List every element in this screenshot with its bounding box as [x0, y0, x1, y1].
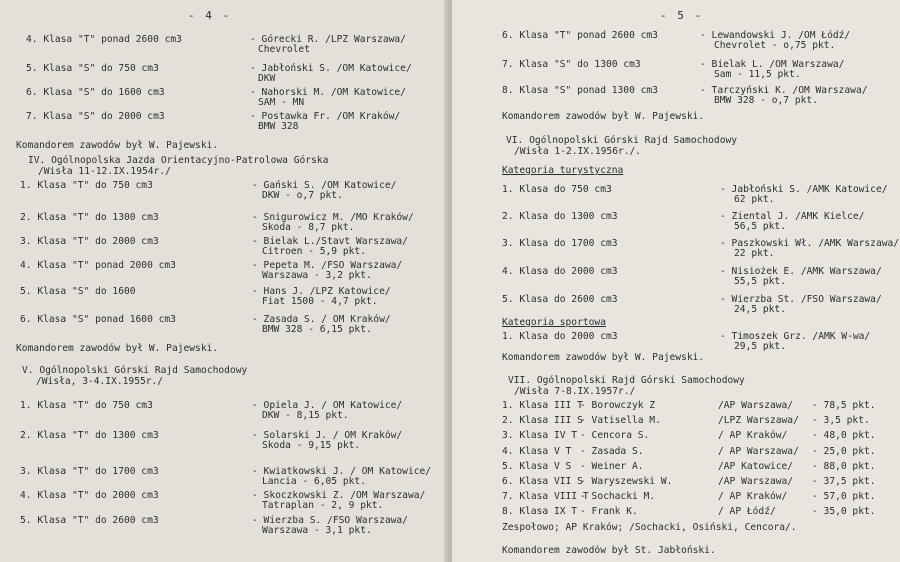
class-label: 3. Klasa "T" do 1700 cm3	[20, 466, 159, 477]
result-row	[452, 184, 900, 206]
points-value: - 37,5 pkt.	[812, 476, 876, 487]
class-label: 3. Klasa "T" do 2000 cm3	[20, 236, 159, 247]
class-label: 4. Klasa "T" do 2000 cm3	[20, 490, 159, 501]
result-row	[0, 63, 448, 85]
class-label: 8. Klasa IX T	[502, 506, 578, 518]
result-detail: 22 pkt.	[734, 248, 775, 259]
result-detail: BMW 328 - o,7 pkt.	[714, 95, 818, 106]
result-detail: Skoda - 8,7 pkt.	[262, 222, 355, 233]
result-entry: - Lewandowski J. /OM Łódź/	[700, 30, 851, 41]
result-entry: - Kwiatkowski J. / OM Katowice/	[252, 466, 432, 477]
result-detail: Warszawa - 3,1 pkt.	[262, 525, 372, 536]
class-label: 4. Klasa V T	[502, 445, 572, 457]
result-entry: - Gański S. /OM Katowice/	[252, 180, 397, 191]
left-page	[0, 0, 448, 562]
points-value: - 3,5 pkt.	[812, 415, 870, 427]
result-entry: - Wierzba S. /FSO Warszawa/	[252, 515, 408, 526]
result-entry: - Jabłoński S. /OM Katowice/	[250, 63, 412, 74]
team-result: Zespołowo; AP Kraków; /Sochacki, Osiński, Cencora/.	[502, 522, 797, 533]
result-detail: BMW 328 - 6,15 pkt.	[262, 324, 372, 335]
class-label: 4. Klasa "T" ponad 2600 cm3	[26, 34, 182, 45]
result-row	[452, 238, 900, 260]
right-page	[452, 0, 900, 562]
commander-line: Komandorem zawodów był W. Pajewski.	[502, 352, 705, 363]
driver-name: - Borowczyk Z	[580, 400, 656, 411]
result-detail: Citroen - 5,9 pkt.	[262, 246, 366, 257]
driver-name: - Vatisella M.	[580, 415, 661, 427]
result-detail: 55,5 pkt.	[734, 276, 786, 287]
page-number: - 4 -	[188, 9, 232, 22]
commander-line: Komandorem zawodów był W. Pajewski.	[16, 343, 219, 354]
result-entry: - Postawka Fr. /OM Kraków/	[250, 111, 401, 122]
club-name: /AP Warszawa/	[718, 476, 794, 487]
category-heading: Kategoria sportowa	[502, 317, 606, 328]
result-row	[0, 236, 448, 258]
result-entry: - Ziental J. /AMK Kielce/	[720, 211, 865, 222]
points-value: - 57,0 pkt.	[812, 491, 876, 503]
class-label: 5. Klasa "S" do 750 cm3	[26, 63, 159, 74]
club-name: /AP Warszawa/	[718, 400, 794, 411]
result-detail: Chevrolet	[258, 44, 310, 55]
points-value: - 35,0 pkt.	[812, 506, 876, 518]
class-label: 1. Klasa do 2000 cm3	[502, 331, 618, 342]
result-entry: - Hans J. /LPZ Katowice/	[252, 286, 391, 297]
class-label: 2. Klasa "T" do 1300 cm3	[20, 212, 159, 223]
commander-line: Komandorem zawodów był W. Pajewski.	[502, 111, 705, 122]
club-name: /LPZ Warszawa/	[718, 415, 799, 427]
class-label: 5. Klasa V S	[502, 460, 572, 472]
table-row	[452, 415, 900, 427]
points-value: - 88,0 pkt.	[812, 460, 876, 472]
result-detail: 62 pkt.	[734, 194, 775, 205]
result-detail: DKW - o,7 pkt.	[262, 190, 343, 201]
section-date: /Wisła 1-2.IX.1956r./.	[514, 146, 642, 157]
class-label: 5. Klasa do 2600 cm3	[502, 294, 618, 305]
table-row	[452, 491, 900, 503]
result-row	[452, 266, 900, 288]
result-entry: - Bielak L./Stavt Warszawa/	[252, 236, 408, 247]
result-row	[0, 466, 448, 488]
result-row	[0, 430, 448, 452]
table-row	[452, 506, 900, 518]
result-row	[0, 286, 448, 308]
club-name: / AP Warszawa/	[718, 445, 799, 457]
result-row	[452, 331, 900, 353]
result-row	[452, 30, 900, 52]
result-detail: Skoda - 9,15 pkt.	[262, 440, 361, 451]
table-row	[452, 400, 900, 412]
page-number: - 5 -	[660, 9, 704, 22]
class-label: 7. Klasa "S" do 2000 cm3	[26, 111, 165, 122]
result-row	[0, 515, 448, 537]
points-value: - 48,0 pkt.	[812, 430, 876, 442]
class-label: 4. Klasa do 2000 cm3	[502, 266, 618, 277]
result-detail: BMW 328	[258, 121, 299, 132]
result-entry: - Wierzba St. /FSO Warszawa/	[720, 294, 882, 305]
class-label: 2. Klasa do 1300 cm3	[502, 211, 618, 222]
points-value: - 78,5 pkt.	[812, 400, 876, 411]
result-detail: 29,5 pkt.	[734, 341, 786, 352]
section-date: /Wisła, 3-4.IX.1955r./	[36, 376, 164, 387]
class-label: 2. Klasa III S	[502, 415, 583, 427]
result-entry: - Bielak L. /OM Warszawa/	[700, 59, 845, 70]
club-name: / AP Kraków/	[718, 491, 788, 503]
table-row	[452, 430, 900, 442]
commander-line: Komandorem zawodów był St. Jabłoński.	[502, 545, 716, 556]
result-row	[452, 294, 900, 316]
result-entry: - Opiela J. / OM Katowice/	[252, 400, 403, 411]
result-entry: - Tarczyński K. /OM Warszawa/	[700, 85, 868, 96]
result-entry: - Nahorski M. /OM Katowice/	[250, 87, 406, 98]
class-label: 8. Klasa "S" ponad 1300 cm3	[502, 85, 658, 96]
class-label: 5. Klasa "S" do 1600	[20, 286, 136, 297]
class-label: 2. Klasa "T" do 1300 cm3	[20, 430, 159, 441]
driver-name: - Zasada S.	[580, 445, 644, 457]
driver-name: - Waryszewski W.	[580, 476, 673, 487]
section-title: VII. Ogólnopolski Rajd Górski Samochodowy	[508, 375, 745, 386]
class-label: 1. Klasa "T" do 750 cm3	[20, 400, 153, 411]
commander-line: Komandorem zawodów był W. Pajewski.	[16, 140, 219, 151]
result-row	[0, 314, 448, 336]
result-entry: - Jabłoński S. /AMK Katowice/	[720, 184, 888, 195]
result-row	[0, 34, 448, 56]
result-row	[0, 111, 448, 133]
driver-name: - Cencora S.	[580, 430, 650, 442]
result-entry: - Timoszek Grz. /AMK W-wa/	[720, 331, 871, 342]
class-label: 1. Klasa III T	[502, 400, 583, 411]
class-label: 1. Klasa do 750 cm3	[502, 184, 612, 195]
result-detail: DKW	[258, 73, 276, 84]
driver-name: - Weiner A.	[580, 460, 644, 472]
result-row	[0, 212, 448, 234]
result-detail: 56,5 pkt.	[734, 221, 786, 232]
table-row	[452, 446, 900, 458]
result-entry: - Nisiożek E. /AMK Warszawa/	[720, 266, 882, 277]
result-row	[452, 211, 900, 233]
class-label: 7. Klasa VIII T	[502, 491, 589, 503]
section-title: IV. Ogólnopolska Jazda Orientacyjno-Patrolowa Górska	[28, 155, 329, 166]
table-row	[452, 476, 900, 488]
result-row	[452, 85, 900, 107]
result-detail: Warszawa - 3,2 pkt.	[262, 270, 372, 281]
result-entry: - Pepeta M. /FSO Warszawa/	[252, 260, 403, 271]
result-row	[452, 59, 900, 81]
result-row	[0, 180, 448, 202]
driver-name: - Frank K.	[580, 506, 638, 518]
class-label: 3. Klasa do 1700 cm3	[502, 238, 618, 249]
section-title: V. Ogólnopolski Górski Rajd Samochodowy	[22, 365, 248, 376]
class-label: 3. Klasa IV T	[502, 430, 578, 442]
class-label: 6. Klasa VII S	[502, 476, 583, 487]
section-date: /Wisła 7-8.IX.1957r./	[514, 386, 636, 397]
class-label: 5. Klasa "T" do 2600 cm3	[20, 515, 159, 526]
result-entry: - Paszkowski Wł. /AMK Warszawa/	[720, 238, 900, 249]
driver-name: - Sochacki M.	[580, 491, 656, 503]
result-detail: SAM - MN	[258, 97, 305, 108]
result-detail: Sam - 11,5 pkt.	[714, 69, 801, 80]
result-entry: - Solarski J. / OM Kraków/	[252, 430, 403, 441]
result-detail: DKW - 8,15 pkt.	[262, 410, 349, 421]
class-label: 6. Klasa "S" do 1600 cm3	[26, 87, 165, 98]
result-row	[0, 260, 448, 282]
class-label: 4. Klasa "T" ponad 2000 cm3	[20, 260, 176, 271]
class-label: 6. Klasa "S" ponad 1600 cm3	[20, 314, 176, 325]
class-label: 1. Klasa "T" do 750 cm3	[20, 180, 153, 191]
club-name: / AP Łódź/	[718, 506, 776, 518]
category-heading: Kategoria turystyczna	[502, 165, 624, 176]
result-detail: Lancia - 6,05 pkt.	[262, 476, 366, 487]
result-detail: Fiat 1500 - 4,7 pkt.	[262, 296, 378, 307]
result-entry: - Zasada S. / OM Kraków/	[252, 314, 391, 325]
points-value: - 25,0 pkt.	[812, 445, 876, 457]
club-name: /AP Katowice/	[718, 460, 794, 472]
class-label: 7. Klasa "S" do 1300 cm3	[502, 59, 641, 70]
result-detail: 24,5 pkt.	[734, 304, 786, 315]
class-label: 6. Klasa "T" ponad 2600 cm3	[502, 30, 658, 41]
result-row	[0, 87, 448, 109]
result-detail: Tatraplan - 2, 9 pkt.	[262, 500, 384, 511]
table-row	[452, 461, 900, 473]
result-entry: - Snigurowicz M. /MO Kraków/	[252, 212, 414, 223]
result-entry: - Skoczkowski Z. /OM Warszawa/	[252, 490, 426, 501]
result-row	[0, 400, 448, 422]
section-date: /Wisła 11-12.IX.1954r./	[38, 166, 171, 177]
result-row	[0, 490, 448, 512]
club-name: / AP Kraków/	[718, 430, 788, 442]
result-detail: Chevrolet - o,75 pkt.	[714, 40, 836, 51]
section-title: VI. Ogólnopolski Górski Rajd Samochodowy	[506, 135, 738, 146]
result-entry: - Górecki R. /LPZ Warszawa/	[250, 34, 406, 45]
